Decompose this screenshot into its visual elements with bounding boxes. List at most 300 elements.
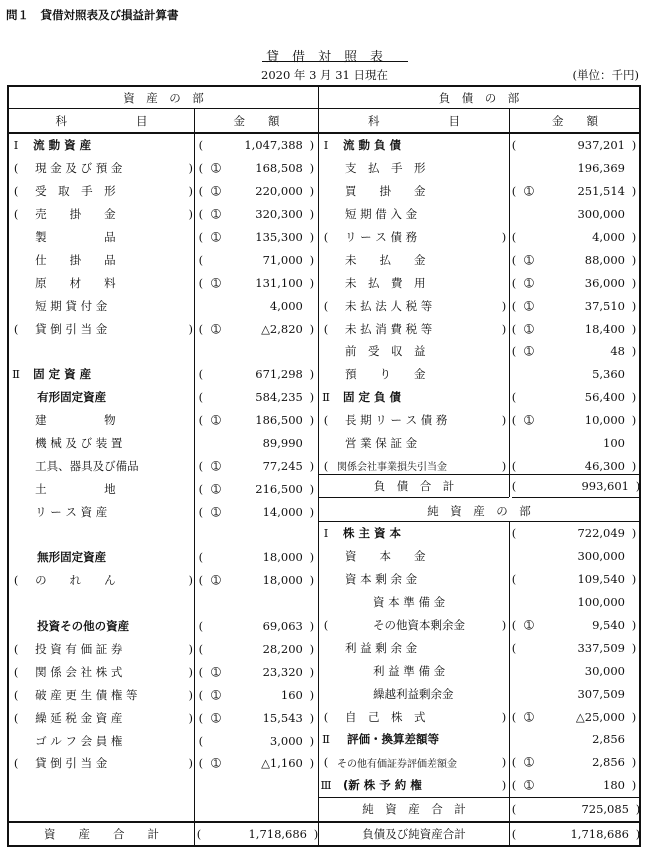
amount-close-paren xyxy=(307,432,317,455)
asset-row xyxy=(9,660,317,683)
liability-row xyxy=(319,294,639,317)
open-paren: Ⅰ xyxy=(323,526,329,541)
amount-close-paren: ) xyxy=(631,572,637,587)
point-mark-icon xyxy=(206,363,226,386)
amount-close-paren: ) xyxy=(309,687,315,702)
amount-open-paren: ( xyxy=(511,640,517,655)
item-label xyxy=(333,317,499,340)
amount-close-paren: ) xyxy=(309,573,315,588)
assets-item-column-header: 科 目 xyxy=(55,114,148,128)
statement-date: 2020 年 3 月 31 日現在 xyxy=(261,68,388,82)
item-label xyxy=(23,294,186,317)
item-label xyxy=(23,569,186,592)
amount-value: 36,000 xyxy=(584,275,625,290)
amount-value: 584,235 xyxy=(255,390,303,405)
asset-row xyxy=(9,432,317,455)
item-label-text: 有形固定資産 xyxy=(37,390,107,405)
close-paren xyxy=(186,226,196,249)
close-paren xyxy=(186,546,196,569)
amount-value: 37,510 xyxy=(584,298,625,313)
amount-open-paren: ( xyxy=(511,709,517,724)
amount-value: 3,000 xyxy=(269,733,303,748)
point-mark-icon: ➀ xyxy=(524,778,534,793)
liabilities-section-header: 負 債 の 部 xyxy=(438,91,520,105)
item-label-text: 未 払 金 xyxy=(345,252,426,267)
open-paren xyxy=(9,546,23,569)
item-label xyxy=(23,729,186,752)
amount-value: 160 xyxy=(280,687,303,702)
asset-row xyxy=(9,683,317,706)
close-paren: ) xyxy=(501,709,507,724)
equity-row xyxy=(319,774,639,797)
point-mark-icon xyxy=(206,638,226,661)
amount-open-paren: ( xyxy=(511,138,517,153)
section-header-rule xyxy=(7,108,641,109)
amount-open-paren: ( xyxy=(198,642,204,657)
net-assets-section-header: 純 資 産 の 部 xyxy=(427,504,531,518)
open-paren xyxy=(9,454,23,477)
item-label-text: 前 受 収 益 xyxy=(345,344,426,359)
amount-value: 28,200 xyxy=(262,642,303,657)
amount-value: 69,063 xyxy=(262,619,303,634)
assets-amount-column-header: 金 額 xyxy=(233,114,280,128)
liability-row xyxy=(319,180,639,203)
amount-close-paren: ) xyxy=(309,138,315,153)
close-paren xyxy=(186,386,196,409)
amount-open-paren xyxy=(196,340,206,363)
open-paren xyxy=(9,386,23,409)
point-mark-icon xyxy=(519,636,539,659)
item-label-text: 資 本 剰 余 金 xyxy=(345,572,418,587)
item-label xyxy=(333,363,499,386)
point-mark-icon xyxy=(206,523,226,546)
item-label-text: 投 資 有 価 証 券 xyxy=(35,642,123,657)
close-paren xyxy=(186,592,196,615)
close-paren xyxy=(186,294,196,317)
point-mark-icon: ➀ xyxy=(211,321,221,336)
equity-row xyxy=(319,545,639,568)
asset-row xyxy=(9,706,317,729)
item-label xyxy=(23,180,186,203)
asset-row xyxy=(9,615,317,638)
close-paren xyxy=(499,386,509,409)
open-paren: ( xyxy=(323,321,329,336)
amount-close-paren xyxy=(629,728,639,751)
open-paren xyxy=(319,157,333,180)
amount-close-paren: ) xyxy=(631,526,637,541)
item-label-text: 土 地 xyxy=(35,481,116,496)
item-label xyxy=(333,728,499,751)
amount-open-paren: ( xyxy=(511,827,517,842)
amount-value: 196,369 xyxy=(577,161,625,176)
open-paren: ( xyxy=(13,710,19,725)
amount-close-paren: ) xyxy=(631,390,637,405)
amount-close-paren: ) xyxy=(631,344,637,359)
amount-close-paren: ) xyxy=(309,252,315,267)
asset-row xyxy=(9,340,317,363)
amount-open-paren: ( xyxy=(196,827,202,842)
amount-close-paren: ) xyxy=(631,138,637,153)
open-paren xyxy=(9,340,23,363)
amount-value: 4,000 xyxy=(592,230,625,244)
item-label xyxy=(23,386,186,409)
amount-close-paren xyxy=(629,659,639,682)
amount-open-paren: ( xyxy=(198,573,204,588)
amount-close-paren: ) xyxy=(631,709,637,724)
item-label xyxy=(23,775,186,798)
item-label-text: 資 本 金 xyxy=(345,549,426,564)
open-paren xyxy=(9,226,23,249)
asset-row xyxy=(9,226,317,249)
asset-row xyxy=(9,363,317,386)
amount-open-paren: ( xyxy=(511,458,517,473)
open-paren: ( xyxy=(323,618,329,632)
item-label xyxy=(23,706,186,729)
amount-value: 18,000 xyxy=(262,573,303,588)
close-paren xyxy=(499,659,509,682)
item-label-text: 受 取 手 形 xyxy=(35,184,116,199)
open-paren: ( xyxy=(323,230,329,244)
asset-row xyxy=(9,638,317,661)
item-label-text: 固 定 資 産 xyxy=(33,367,92,382)
amount-open-paren xyxy=(509,545,519,568)
amount-open-paren xyxy=(196,294,206,317)
liability-row xyxy=(319,454,639,477)
amount-value: 135,300 xyxy=(255,230,303,244)
item-label xyxy=(333,294,499,317)
amount-value xyxy=(226,340,307,363)
amount-open-paren: ( xyxy=(198,184,204,199)
item-label-text: の れ ん xyxy=(35,573,116,588)
point-mark-icon xyxy=(206,386,226,409)
item-label-text: 繰 延 税 金 資 産 xyxy=(35,710,123,725)
amount-open-paren: ( xyxy=(198,321,204,336)
liabilities-table xyxy=(319,134,639,477)
point-mark-icon xyxy=(519,522,539,545)
equity-total-row xyxy=(319,798,643,821)
amount-open-paren: ( xyxy=(198,756,204,771)
amount-open-paren: ( xyxy=(198,413,204,428)
amount-value: 89,990 xyxy=(262,436,303,451)
item-label xyxy=(23,638,186,661)
close-paren xyxy=(499,591,509,614)
close-paren xyxy=(499,134,509,157)
amount-value: 109,540 xyxy=(577,572,625,587)
close-paren xyxy=(499,432,509,455)
item-label-text: 未 払 消 費 税 等 xyxy=(345,321,433,336)
item-label-text: 利 益 剰 余 金 xyxy=(345,640,418,655)
item-label xyxy=(23,340,186,363)
amount-value: 15,543 xyxy=(262,710,303,725)
item-label-text: 未 払 費 用 xyxy=(345,275,426,290)
amount-close-paren: ) xyxy=(631,275,637,290)
point-mark-icon: ➀ xyxy=(211,710,221,725)
item-label xyxy=(333,591,499,614)
close-paren xyxy=(186,477,196,500)
item-label xyxy=(333,545,499,568)
amount-open-paren: ( xyxy=(198,138,204,153)
item-label xyxy=(333,636,499,659)
open-paren xyxy=(9,615,23,638)
asset-row xyxy=(9,729,317,752)
close-paren: ) xyxy=(188,642,193,657)
close-paren: ) xyxy=(188,573,193,588)
item-label xyxy=(23,752,186,775)
amount-open-paren: ( xyxy=(511,252,517,267)
point-mark-icon: ➀ xyxy=(211,687,221,702)
item-label xyxy=(333,203,499,226)
open-paren: ( xyxy=(323,298,329,313)
item-label-text: 短 期 貸 付 金 xyxy=(35,298,108,313)
close-paren: ) xyxy=(501,298,507,313)
point-mark-icon xyxy=(519,545,539,568)
close-paren xyxy=(499,271,509,294)
close-paren: ) xyxy=(188,687,193,702)
open-paren xyxy=(319,271,333,294)
amount-value: △25,000 xyxy=(575,709,625,724)
close-paren: ) xyxy=(501,755,507,770)
amount-close-paren: ) xyxy=(309,504,315,519)
close-paren xyxy=(186,432,196,455)
item-label xyxy=(23,432,186,455)
point-mark-icon xyxy=(206,248,226,271)
open-paren: ( xyxy=(323,458,329,473)
item-label-text: 株 主 資 本 xyxy=(343,526,402,541)
item-label xyxy=(333,751,499,774)
amount-close-paren: ) xyxy=(631,252,637,267)
open-paren xyxy=(9,477,23,500)
item-label xyxy=(23,226,186,249)
asset-row xyxy=(9,317,317,340)
item-label-text: 建 物 xyxy=(35,413,116,428)
total-amount: 1,718,686 xyxy=(570,827,629,842)
close-paren: ) xyxy=(188,321,193,336)
asset-row xyxy=(9,592,317,615)
point-mark-icon xyxy=(519,134,539,157)
asset-row xyxy=(9,294,317,317)
amount-close-paren: ) xyxy=(309,367,315,382)
close-paren: ) xyxy=(188,207,193,222)
liability-row xyxy=(319,157,639,180)
amount-value: △2,820 xyxy=(261,321,303,336)
liability-row xyxy=(319,363,639,386)
close-paren: ) xyxy=(188,664,193,679)
point-mark-icon: ➀ xyxy=(211,756,221,771)
total-label: 負債及び純資産合計 xyxy=(362,827,466,842)
point-mark-icon: ➀ xyxy=(211,458,221,473)
amount-close-paren: ) xyxy=(309,481,315,496)
amount-close-paren: ) xyxy=(309,184,315,199)
amount-value: 320,300 xyxy=(255,207,303,222)
amount-open-paren: ( xyxy=(511,390,517,405)
item-label xyxy=(23,409,186,432)
point-mark-icon: ➀ xyxy=(211,481,221,496)
asset-row xyxy=(9,546,317,569)
amount-open-paren: ( xyxy=(511,321,517,336)
equity-row xyxy=(319,751,639,774)
amount-close-paren xyxy=(307,523,317,546)
amount-close-paren xyxy=(307,340,317,363)
item-label-text: 貸 倒 引 当 金 xyxy=(35,756,108,771)
open-paren xyxy=(9,729,23,752)
amount-close-paren: ) xyxy=(309,710,315,725)
point-mark-icon xyxy=(519,203,539,226)
open-paren xyxy=(9,523,23,546)
amount-value: 56,400 xyxy=(584,390,625,405)
close-paren xyxy=(499,363,509,386)
equity-row xyxy=(319,705,639,728)
total-amount: 725,085 xyxy=(581,802,629,817)
asset-row xyxy=(9,386,317,409)
total-label: 資 産 合 計 xyxy=(44,827,159,842)
equity-row xyxy=(319,636,639,659)
amount-open-paren: ( xyxy=(511,184,517,199)
open-paren xyxy=(319,682,333,705)
item-label xyxy=(23,660,186,683)
item-label xyxy=(23,477,186,500)
point-mark-icon: ➀ xyxy=(524,413,534,428)
item-label xyxy=(23,134,186,157)
amount-close-paren: ) xyxy=(309,642,315,657)
amount-value: 307,509 xyxy=(577,686,625,701)
total-amount: 993,601 xyxy=(581,479,629,494)
open-paren: ( xyxy=(13,161,19,176)
amount-open-paren: ( xyxy=(198,367,204,382)
amount-value: 100,000 xyxy=(577,595,625,610)
item-label xyxy=(23,317,186,340)
open-paren xyxy=(319,432,333,455)
open-paren: ( xyxy=(323,709,329,724)
assets-total-row xyxy=(9,823,321,846)
item-label-text: 関 係 会 社 株 式 xyxy=(35,664,123,679)
item-label-text: 無形固定資産 xyxy=(37,550,107,565)
item-label xyxy=(333,340,499,363)
amount-close-paren xyxy=(307,592,317,615)
item-label-text: 仕 掛 品 xyxy=(35,252,116,267)
amount-close-paren xyxy=(307,775,317,798)
amount-open-paren xyxy=(196,432,206,455)
amount-close-paren: ) xyxy=(309,664,315,679)
item-label xyxy=(23,454,186,477)
close-paren xyxy=(186,340,196,363)
close-paren xyxy=(499,728,509,751)
item-label xyxy=(23,683,186,706)
close-paren: ) xyxy=(501,321,507,336)
point-mark-icon xyxy=(519,386,539,409)
amount-open-paren: ( xyxy=(198,504,204,519)
item-label xyxy=(333,409,499,432)
total-label: 負 債 合 計 xyxy=(373,479,455,494)
amount-value: △1,160 xyxy=(261,756,303,771)
amount-close-paren xyxy=(307,294,317,317)
amount-value: 2,856 xyxy=(592,732,625,747)
open-paren: ( xyxy=(13,184,19,199)
close-paren xyxy=(186,729,196,752)
point-mark-icon: ➀ xyxy=(524,755,534,770)
open-paren xyxy=(9,248,23,271)
amount-open-paren: ( xyxy=(511,413,517,428)
point-mark-icon xyxy=(206,340,226,363)
close-paren xyxy=(499,682,509,705)
item-label-text: 預 り 金 xyxy=(345,367,426,382)
amount-close-paren: ) xyxy=(631,321,637,336)
point-mark-icon: ➀ xyxy=(211,184,221,199)
item-label-text: 買 掛 金 xyxy=(345,184,426,199)
item-label-text: ゴ ル フ 会 員 権 xyxy=(35,733,123,748)
amount-value: 251,514 xyxy=(577,184,625,199)
amount-value: 2,856 xyxy=(592,755,625,770)
amount-value: 131,100 xyxy=(255,275,303,290)
close-paren xyxy=(186,775,196,798)
item-label-text: 利 益 準 備 金 xyxy=(373,663,446,678)
amount-close-paren: ) xyxy=(309,321,315,336)
item-label xyxy=(23,157,186,180)
amount-value: 71,000 xyxy=(262,252,303,267)
amount-close-paren: ) xyxy=(309,230,315,244)
amount-value: 216,500 xyxy=(255,481,303,496)
open-paren xyxy=(319,363,333,386)
amount-open-paren xyxy=(509,363,519,386)
liability-row xyxy=(319,271,639,294)
amount-value: 100 xyxy=(603,436,625,451)
item-label-text: その他資本剰余金 xyxy=(373,618,465,632)
asset-row xyxy=(9,203,317,226)
amount-open-paren: ( xyxy=(198,252,204,267)
amount-close-paren xyxy=(629,591,639,614)
item-label-text: 短 期 借 入 金 xyxy=(345,207,418,222)
asset-row xyxy=(9,134,317,157)
equity-row xyxy=(319,728,639,751)
amount-close-paren: ) xyxy=(309,207,315,222)
amount-open-paren: ( xyxy=(198,161,204,176)
amount-open-paren xyxy=(196,523,206,546)
liab-amount-column-header: 金 額 xyxy=(552,114,598,128)
item-label-text: 資 本 準 備 金 xyxy=(373,595,446,610)
liability-row xyxy=(319,409,639,432)
close-paren xyxy=(186,615,196,638)
point-mark-icon: ➀ xyxy=(211,275,221,290)
item-label xyxy=(333,454,499,477)
amount-close-paren: ) xyxy=(631,458,637,473)
amount-close-paren: ) xyxy=(309,390,315,405)
equity-row xyxy=(319,591,639,614)
open-paren xyxy=(9,775,23,798)
item-label-text: リ ー ス 資 産 xyxy=(35,504,108,519)
assets-table xyxy=(9,134,317,798)
open-paren xyxy=(319,248,333,271)
assets-section-header: 資 産 の 部 xyxy=(123,91,204,105)
item-label-text: 流 動 資 産 xyxy=(33,138,92,153)
amount-value: 5,360 xyxy=(592,367,625,382)
amount-open-paren: ( xyxy=(511,572,517,587)
amount-open-paren: ( xyxy=(198,481,204,496)
amount-value: 186,500 xyxy=(255,413,303,428)
liability-row xyxy=(319,203,639,226)
amount-value: 9,540 xyxy=(592,618,625,632)
item-label xyxy=(333,522,499,545)
amount-close-paren xyxy=(629,432,639,455)
amount-close-paren: ) xyxy=(309,458,315,473)
amount-open-paren: ( xyxy=(198,710,204,725)
item-label xyxy=(333,248,499,271)
close-paren: ) xyxy=(501,230,507,244)
open-paren: ( xyxy=(13,756,19,771)
amount-value: 23,320 xyxy=(262,664,303,679)
amount-close-paren: ) xyxy=(631,230,637,244)
amount-close-paren: ) xyxy=(631,778,637,793)
item-label-text: 流 動 負 債 xyxy=(343,138,402,153)
amount-close-paren xyxy=(629,157,639,180)
